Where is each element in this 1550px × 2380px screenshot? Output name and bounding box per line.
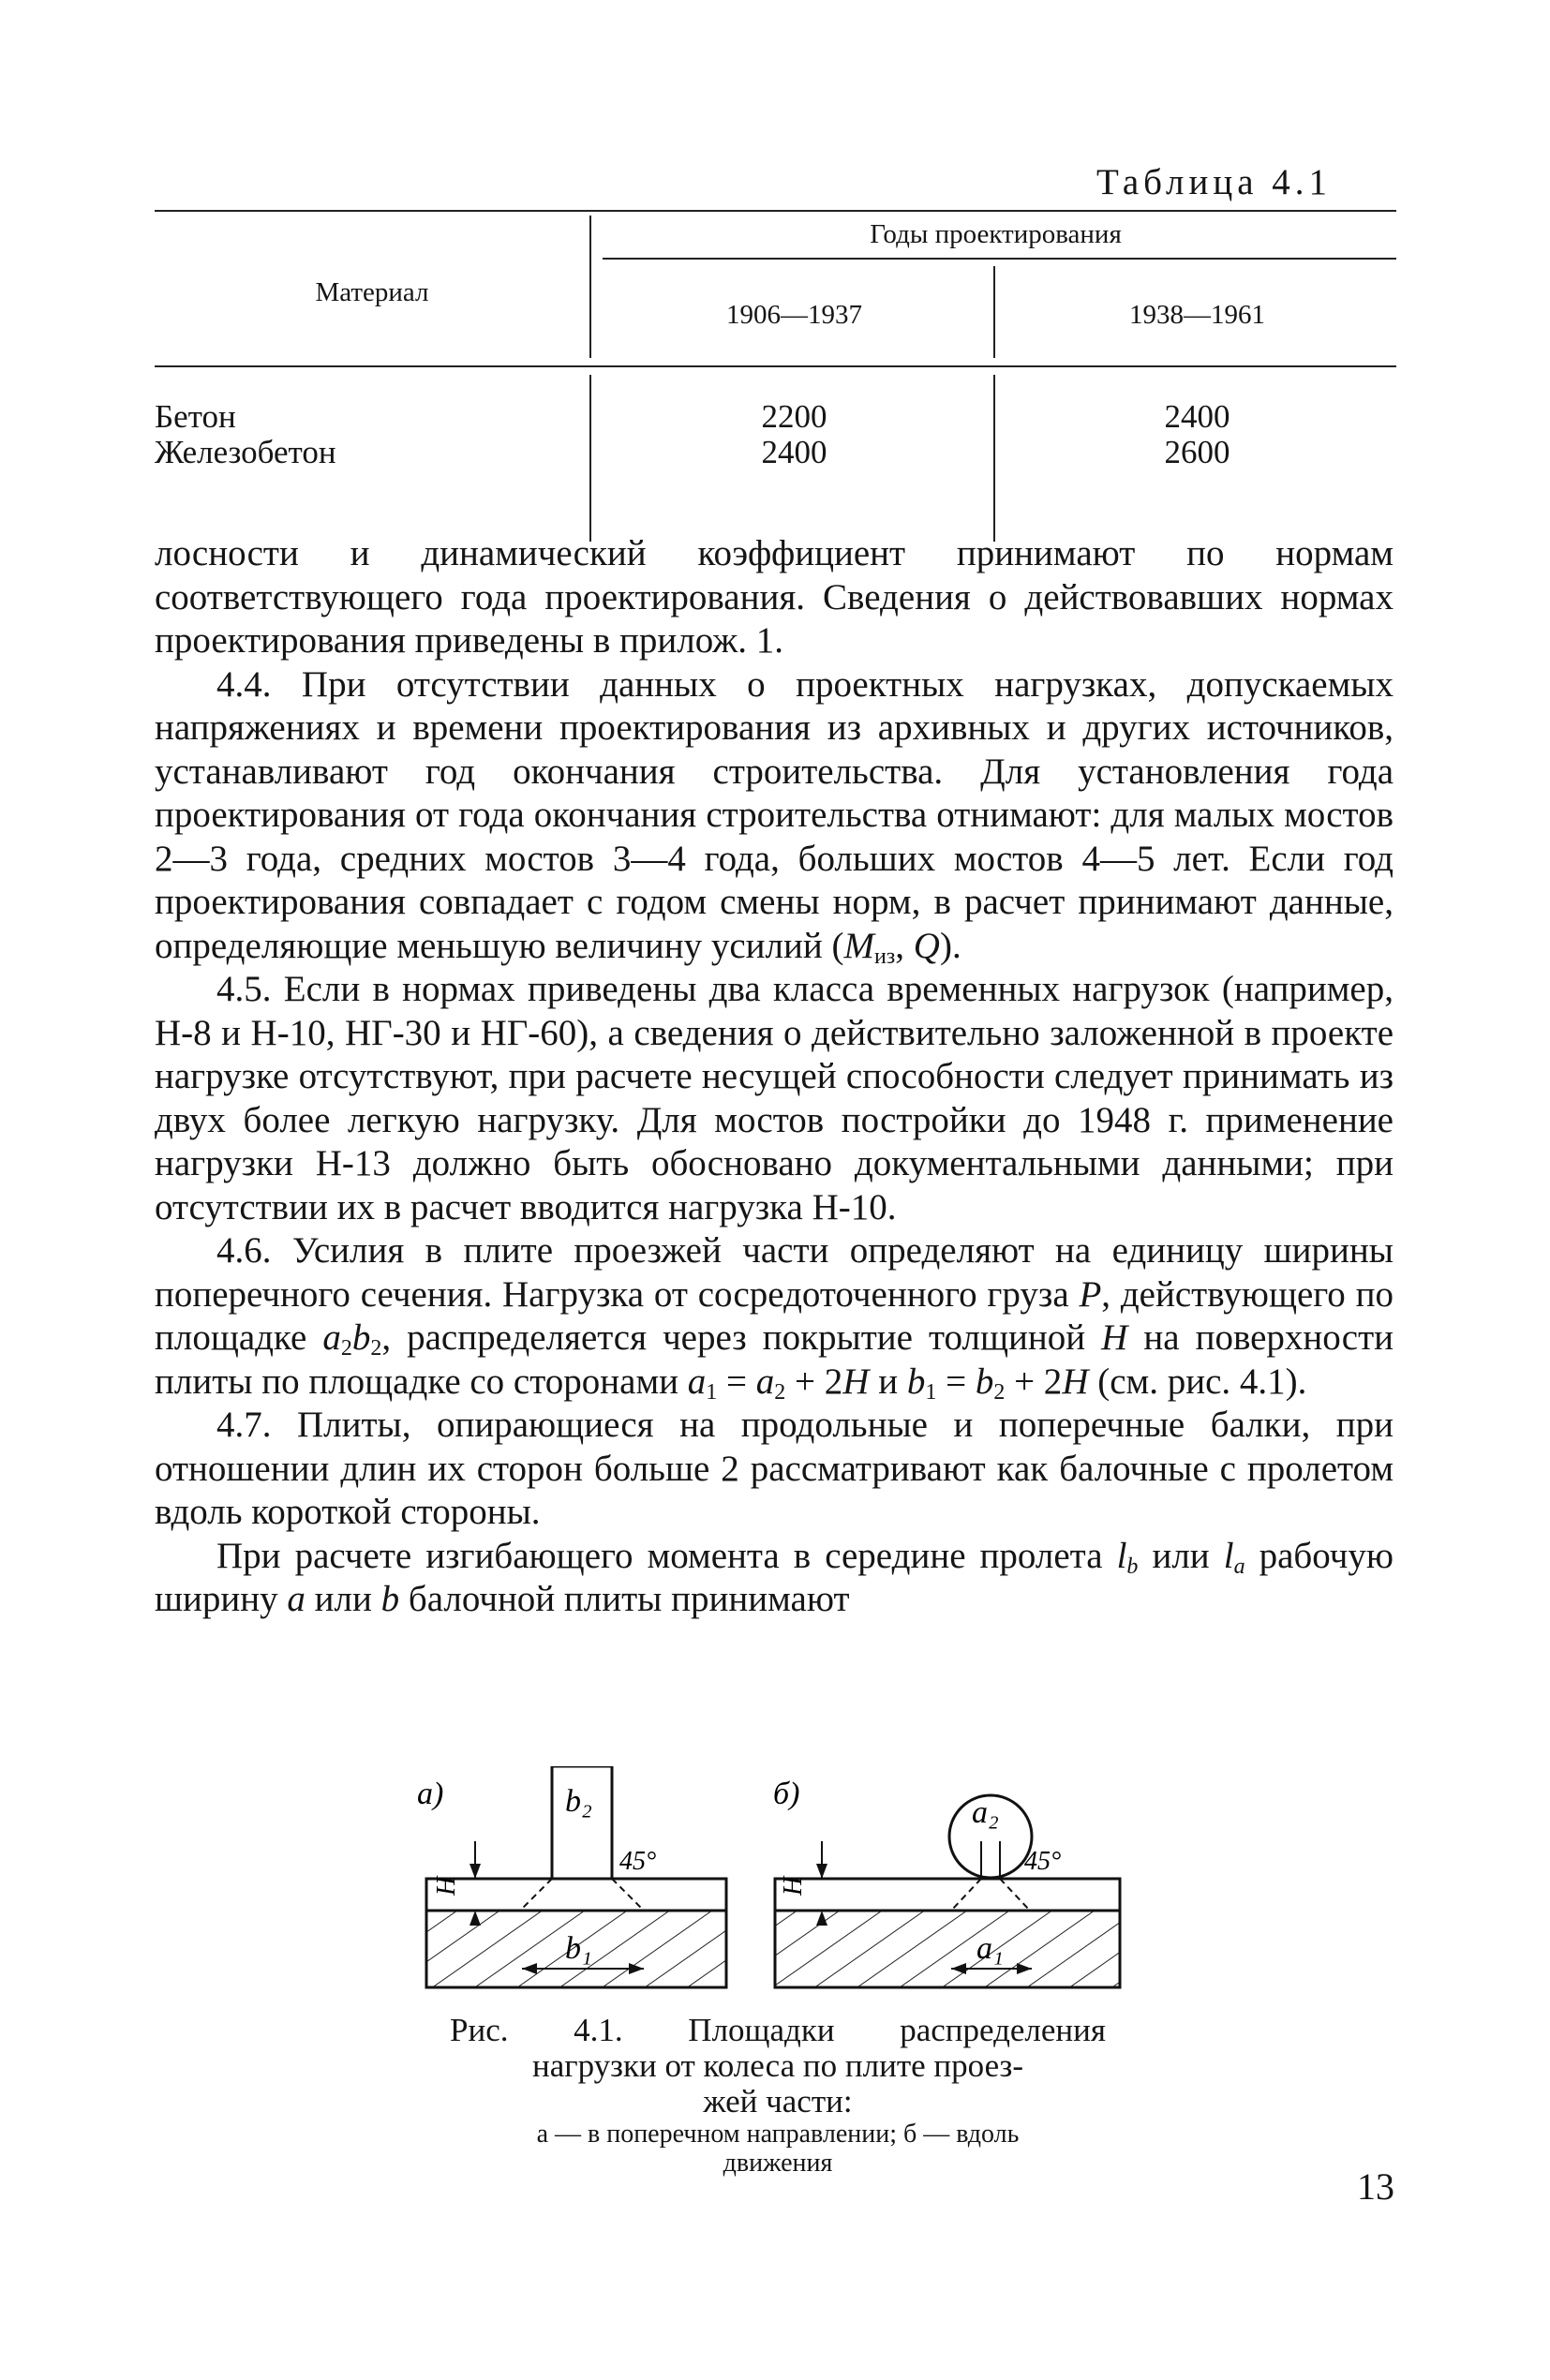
row-value: 2400 — [761, 434, 827, 470]
spread-line — [951, 1879, 981, 1911]
paragraph: 4.6. Усилия в плите проезжей части определяют на единицу ширины поперечного сечения. Нагрузка от сосредоточенного груза P, действующего по площадке $a_2b_2$, распределяется через покрытие толщиной H на поверхности плиты по площадке со сторонами $a_1 = a_2 + 2H$ и $b_1 = b_2 + 2H$ (см. рис. 4.1). — [155, 1230, 1394, 1405]
pavement-layer-b — [775, 1879, 1120, 1911]
table-top-rule — [155, 210, 1396, 212]
header-material: Материал — [315, 277, 429, 307]
table-caption: Таблица 4.1 — [1096, 162, 1333, 202]
paragraph: 4.4. При отсутствии данных о проектных нагрузках, допускаемых напряжениях и времени проектирования из архивных и других источников, устанавливают год окончания строительства. Для установления года проектирования от года окончания строительства отнимают: для малых мостов 2—3 года, средних мостов 3—4 года, больших мостов 4—5 лет. Если год проектирования совпадает с годом смены норм, в расчет принимают данные, определяющие меньшую величину усилий ($M_{из}$, Q). — [155, 663, 1394, 969]
table-header-rule — [603, 258, 1396, 260]
header-years: Годы проектирования — [870, 219, 1122, 249]
diagram-a — [417, 1766, 726, 1987]
body-text — [155, 532, 1394, 1622]
paragraph: лосности и динамический коэффициент принимают по нормам соответствующего года проектирования. Сведения о действовавших нормах проектирования приведены в прилож. 1. — [155, 533, 1394, 661]
spread-line — [1000, 1879, 1030, 1911]
spread-line — [612, 1879, 644, 1911]
pavement-layer-a — [426, 1879, 726, 1911]
table-col-divider — [589, 216, 591, 358]
row-value: 2400 — [1164, 398, 1230, 435]
label-b2: b₂ — [565, 1784, 592, 1819]
slab-b — [775, 1911, 1120, 1987]
label-h: H — [432, 1876, 461, 1896]
arrow — [469, 1864, 481, 1879]
spread-line — [520, 1879, 552, 1911]
row-value: 2600 — [1164, 434, 1230, 470]
label-b1: b₁ — [565, 1931, 592, 1966]
diagram-b — [773, 1777, 1120, 1987]
header-period-2: 1938—1961 — [1129, 300, 1265, 330]
angle-label: 45° — [1024, 1847, 1062, 1876]
header-period-1: 1906—1937 — [726, 300, 862, 330]
arrow — [816, 1864, 827, 1879]
table-col-divider — [589, 375, 591, 542]
label-a: a) — [417, 1777, 444, 1811]
angle-label: 45° — [619, 1847, 657, 1876]
wheel-load-a — [552, 1766, 612, 1879]
figure-caption: Рис. 4.1. Площадки распределения нагрузки от колеса по плите проез- жей части: а — в поперечном направлении; б — вдоль движения — [450, 2012, 1106, 2178]
row-value: 2200 — [761, 398, 827, 435]
figure-4-1 — [408, 1766, 1139, 2019]
label-a1: a₁ — [976, 1931, 1004, 1966]
paragraph: При расчете изгибающего момента в середине пролета $l_b$ или $l_a$ рабочую ширину a или b балочной плиты принимают — [155, 1535, 1394, 1619]
table-col-divider — [993, 375, 995, 542]
data-table — [155, 206, 1396, 553]
table-head-bottom-rule — [155, 365, 1396, 367]
label-a2: a₂ — [972, 1795, 999, 1830]
row-material: Бетон — [155, 398, 236, 435]
label-b: б) — [773, 1777, 800, 1811]
label-h: H — [779, 1876, 808, 1896]
row-material: Железобетон — [155, 434, 336, 470]
page-number: 13 — [1357, 2165, 1394, 2208]
table-col-divider — [993, 266, 995, 358]
paragraph: 4.5. Если в нормах приведены два класса временных нагрузок (например, Н-8 и Н-10, НГ-30 и НГ-60), а сведения о действительно заложенной в проекте нагрузке отсутствуют, при расчете несущей способности следует принимать из двух более легкую нагрузку. Для мостов постройки до 1948 г. применение нагрузки Н-13 должно быть обосновано документальными данными; при отсутствии их в расчет вводится нагрузка Н-10. — [155, 969, 1394, 1227]
paragraph: 4.7. Плиты, опирающиеся на продольные и поперечные балки, при отношении длин их сторон больше 2 рассматривают как балочные с пролетом вдоль короткой стороны. — [155, 1405, 1394, 1532]
